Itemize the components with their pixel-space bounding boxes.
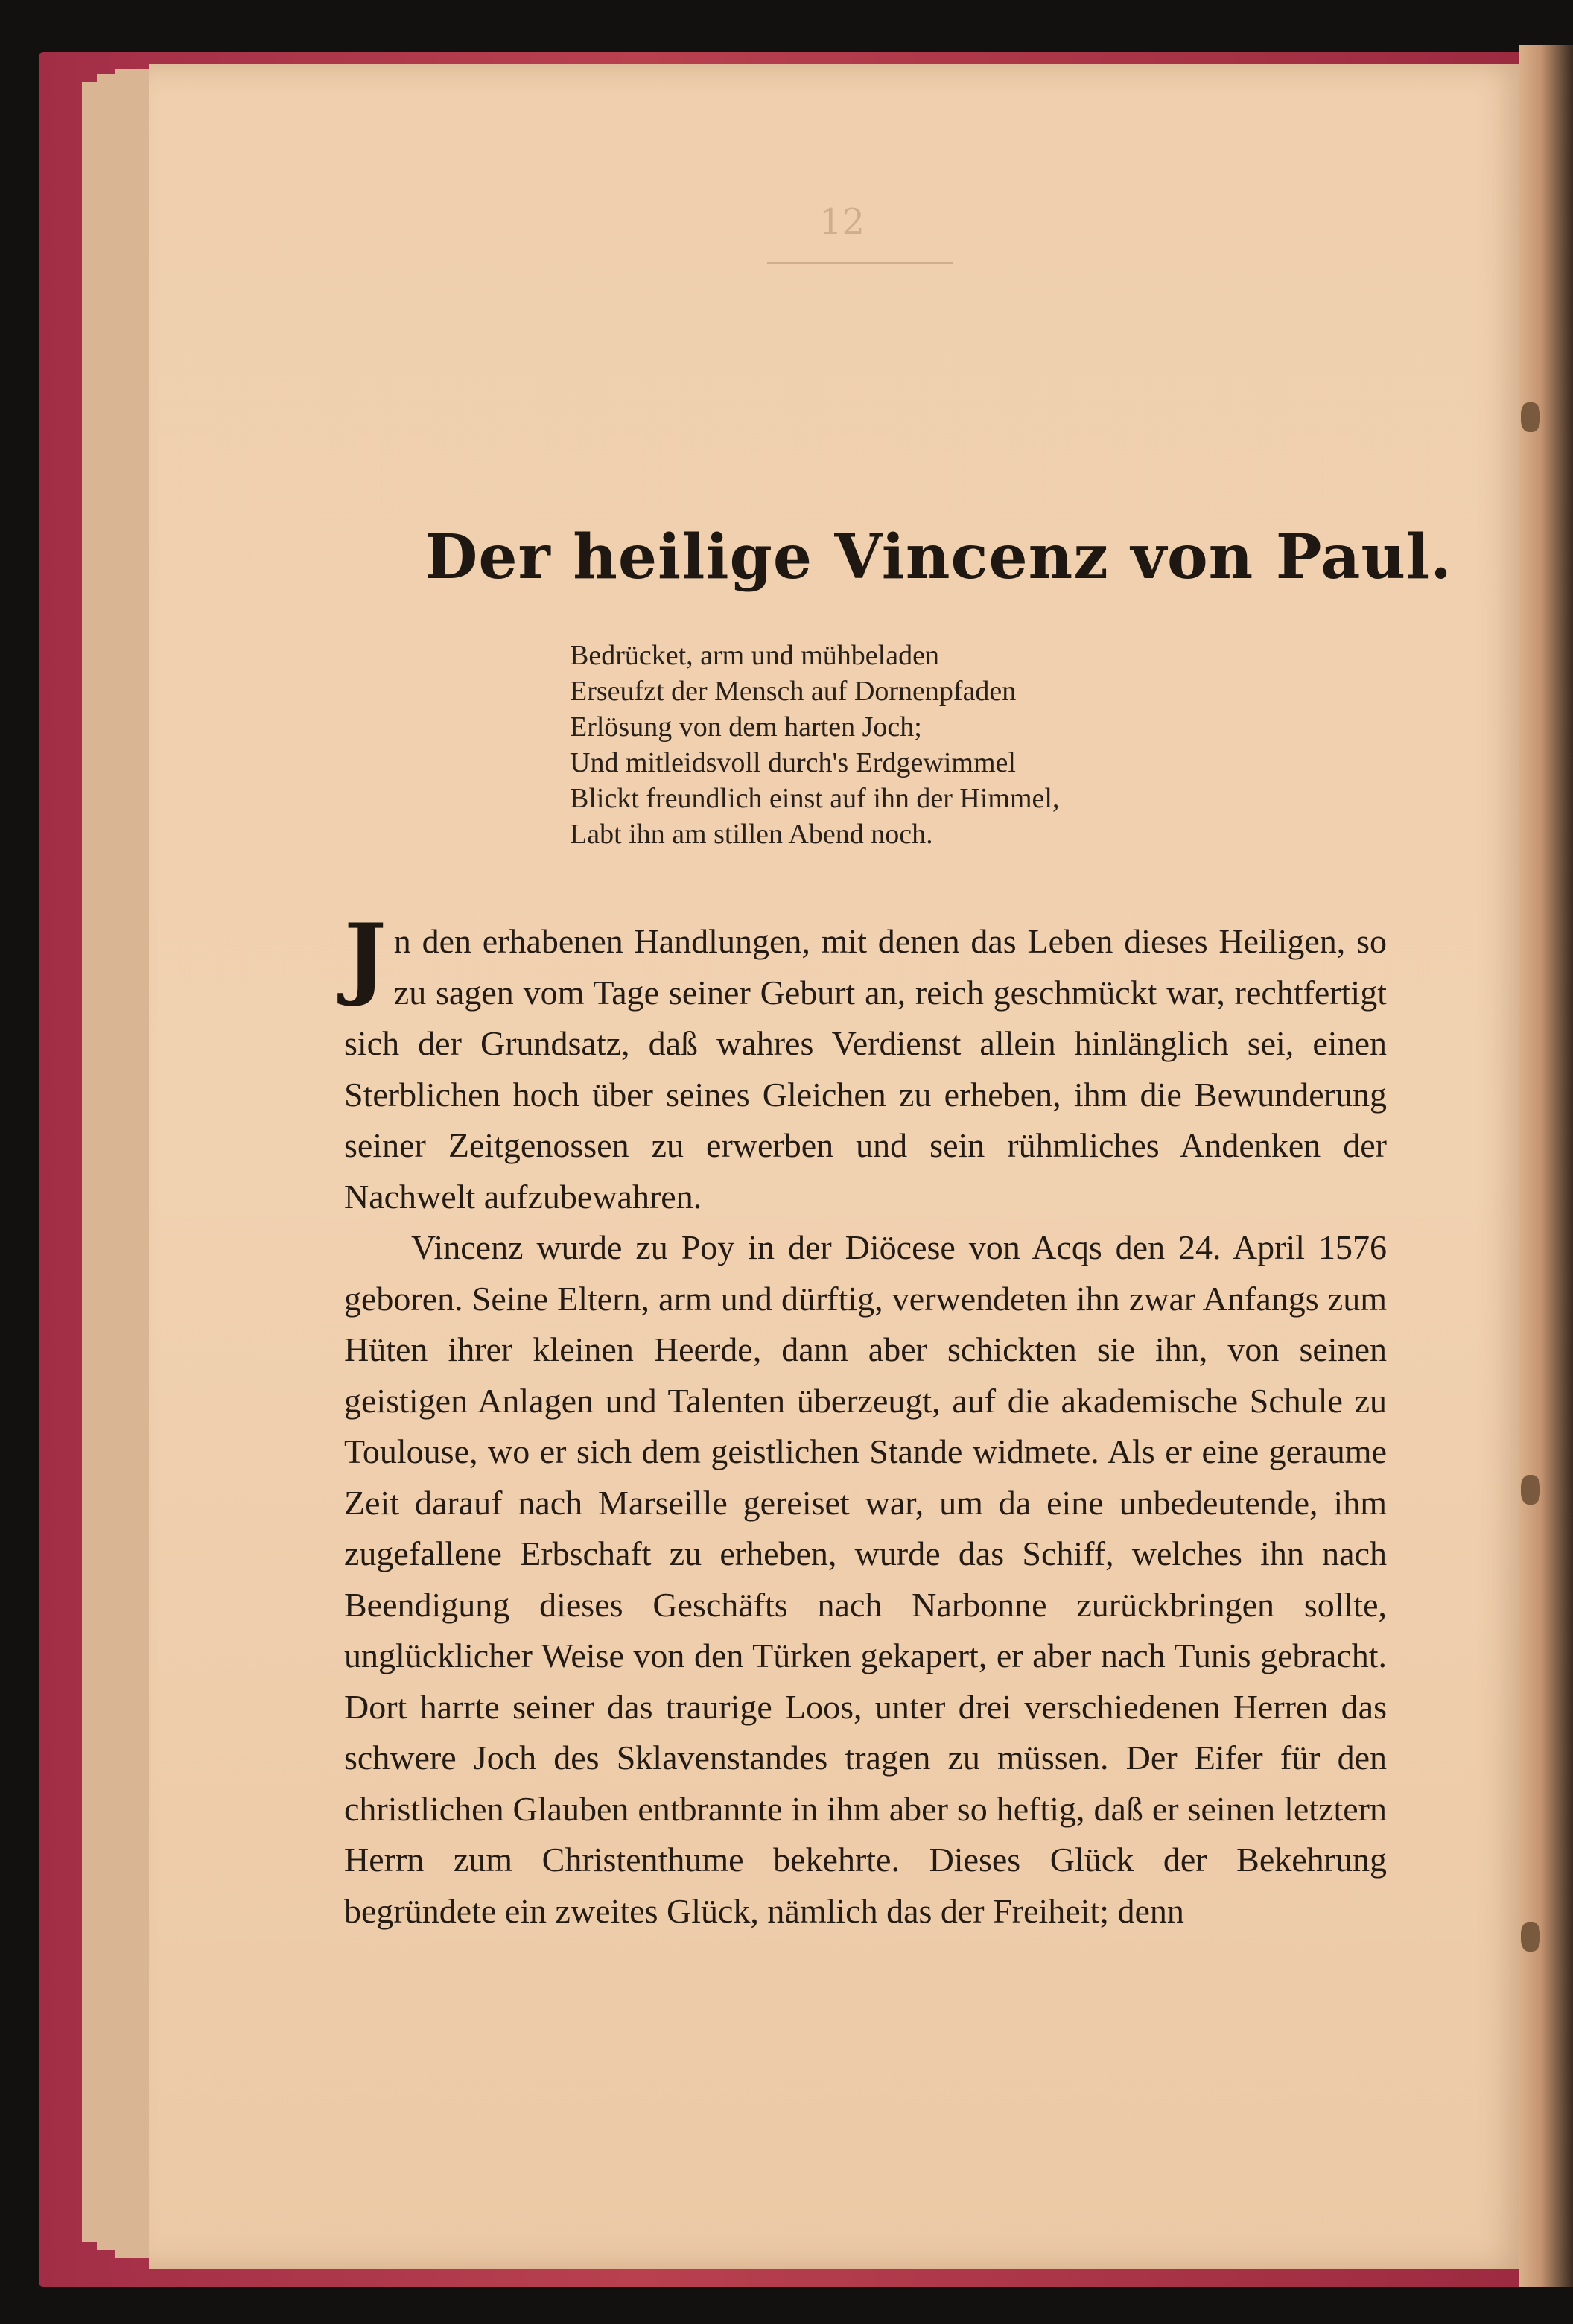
paragraph-text: n den erhabenen Handlungen, mit denen das Leben dieses Heiligen, so zu sagen vom Tage seiner Geburt an, reich geschmückt war, rechtfertigt sich der Grundsatz, daß wahres Verdienst allein hinlänglich sei, einen Sterblichen hoch über seines Gleichen zu erheben, ihm die Bewunderung seiner Zeitgenossen zu erwerben und sein rühmliches Andenken der Nachwelt aufzubewahren.	[344, 922, 1387, 1216]
drop-cap: J	[344, 904, 387, 1009]
paragraph	[344, 904, 1387, 1222]
body-text	[344, 904, 1387, 1937]
poem-line: Labt ihn am stillen Abend noch.	[570, 819, 933, 850]
epigraph-poem	[570, 638, 1240, 852]
binding-thread	[1521, 402, 1540, 432]
binding-thread	[1521, 1922, 1540, 1952]
poem-line: Bedrücket, arm und mühbeladen	[570, 640, 939, 671]
poem-line: Blickt freundlich einst auf ihn der Himmel,	[570, 783, 1060, 814]
page-number: 12	[819, 201, 865, 243]
poem-line: Erseufzt der Mensch auf Dornenpfaden	[570, 676, 1017, 707]
header-rule	[767, 262, 953, 264]
page-title: Der heilige Vincenz von Paul.	[425, 521, 1452, 593]
paragraph: Vincenz wurde zu Poy in der Diöcese von Acqs den 24. April 1576 geboren. Seine Eltern, arm und dürftig, verwendeten ihn zwar Anfangs zum Hüten ihrer kleinen Heerde, dann aber schickten sie ihn, von seinen geistigen Anlagen und Talenten überzeugt, auf die akademische Schule zu Toulouse, wo er sich dem geistlichen Stande widmete. Als er eine geraume Zeit darauf nach Marseille gereiset war, um da eine unbedeutende, ihm zugefallene Erbschaft zu erheben, wurde das Schiff, welches ihn nach Beendigung dieses Geschäfts nach Narbonne zurückbringen sollte, unglücklicher Weise von den Türken gekapert, er aber nach Tunis gebracht. Dort harrte seiner das traurige Loos, unter drei verschiedenen Herren das schwere Joch des Sklavenstandes tragen zu müssen. Der Eifer für den christlichen Glauben entbrannte in ihm aber so heftig, daß er seinen letztern Herrn zum Christenthume bekehrte. Dieses Glück der Bekehrung begründete ein zweites Glück, nämlich das der Freiheit; denn	[344, 1228, 1387, 1930]
poem-line: Erlösung von dem harten Joch;	[570, 711, 922, 743]
binding-thread	[1521, 1475, 1540, 1505]
poem-line: Und mitleidsvoll durch's Erdgewimmel	[570, 747, 1016, 778]
